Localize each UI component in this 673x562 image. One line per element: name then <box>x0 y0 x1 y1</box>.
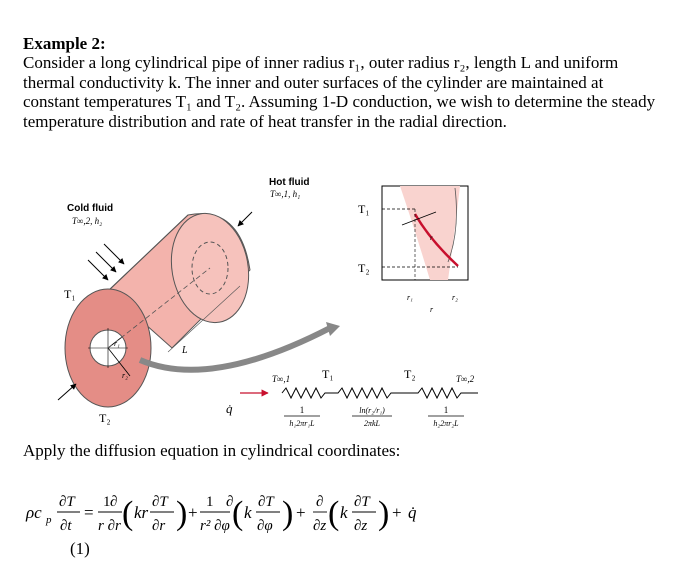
t1-label-left: T₁ <box>64 287 76 301</box>
svg-text:∂: ∂ <box>226 494 234 510</box>
svg-text:∂: ∂ <box>110 494 118 510</box>
circuit-tinf2: T∞,2 <box>456 374 475 384</box>
t2-label-left: T₂ <box>99 411 111 425</box>
r2-mark: r₂ <box>122 371 128 380</box>
svg-text:1: 1 <box>299 405 305 415</box>
svg-text:): ) <box>378 495 390 532</box>
svg-text:2πkL: 2πkL <box>363 419 381 428</box>
graph-t2-label: T₂ <box>358 261 370 275</box>
svg-text:+: + <box>188 503 198 522</box>
svg-text:+: + <box>296 503 306 522</box>
svg-text:1: 1 <box>103 494 111 510</box>
hot-fluid-arrow <box>238 212 252 226</box>
svg-text:k: k <box>244 503 252 522</box>
resistance-conduction <box>352 406 392 428</box>
thermal-circuit <box>282 388 478 398</box>
resistance-outer-conv <box>428 405 464 428</box>
svg-text:∂z: ∂z <box>354 518 368 534</box>
graph-r2-label: r₂ <box>452 293 458 302</box>
svg-text:∂r: ∂r <box>152 518 166 534</box>
hot-fluid-label: Hot fluid <box>269 177 310 188</box>
apply-instruction: Apply the diffusion equation in cylindrical coordinates: <box>23 441 401 460</box>
svg-text:∂φ: ∂φ <box>257 518 273 534</box>
svg-text:1: 1 <box>206 494 214 510</box>
graph-r-inner: r <box>430 234 433 242</box>
diffusion-equation <box>25 494 417 534</box>
hot-fluid-vars: T∞,1, h₁ <box>270 189 301 199</box>
svg-text:∂t: ∂t <box>60 518 72 534</box>
svg-text:): ) <box>282 495 294 532</box>
graph-r-label: r <box>430 305 434 314</box>
svg-text:1: 1 <box>443 405 449 415</box>
svg-text:(: ( <box>122 495 134 532</box>
svg-text:q̇: q̇ <box>408 503 417 522</box>
svg-text:∂T: ∂T <box>354 494 370 510</box>
svg-text:h₂2πr₂L: h₂2πr₂L <box>433 419 459 428</box>
svg-text:p: p <box>46 514 52 526</box>
temperature-profile-graph <box>382 186 468 280</box>
circuit-tinf1: T∞,1 <box>272 374 291 384</box>
svg-text:∂T: ∂T <box>59 494 75 510</box>
svg-text:ln(r₂/r₁): ln(r₂/r₁) <box>359 406 385 415</box>
svg-text:+: + <box>392 503 402 522</box>
svg-text:): ) <box>176 495 188 532</box>
svg-text:∂z: ∂z <box>313 518 327 534</box>
svg-text:∂: ∂ <box>316 494 324 510</box>
circuit-t2: T₂ <box>404 367 416 381</box>
svg-text:∂T: ∂T <box>152 494 168 510</box>
svg-text:r ∂r: r ∂r <box>98 518 121 534</box>
example-heading: Example 2: <box>23 34 106 53</box>
svg-text:h₁2πr₁L: h₁2πr₁L <box>289 419 315 428</box>
equation-number: (1) <box>70 539 90 558</box>
cold-fluid-vars: T∞,2, h₂ <box>72 216 103 226</box>
svg-text:kr: kr <box>134 503 149 522</box>
graph-r1-label: r₁ <box>407 293 413 302</box>
circuit-t1: T₁ <box>322 367 334 381</box>
svg-text:ρc: ρc <box>26 503 42 522</box>
svg-text:k: k <box>340 503 348 522</box>
resistance-inner-conv <box>284 405 320 428</box>
r1-mark: r₁ <box>114 339 120 348</box>
svg-text:=: = <box>84 503 94 522</box>
svg-text:r² ∂φ: r² ∂φ <box>200 518 230 534</box>
graph-t1-label: T₁ <box>358 202 370 216</box>
svg-text:(: ( <box>232 495 244 532</box>
L-mark: L <box>182 345 188 356</box>
cylinder-body <box>65 207 340 407</box>
cold-fluid-label: Cold fluid <box>67 203 114 214</box>
svg-text:∂T: ∂T <box>258 494 274 510</box>
qdot-mark: q̇ <box>226 401 233 416</box>
svg-text:(: ( <box>328 495 340 532</box>
problem-statement: Consider a long cylindrical pipe of inner radius r₁, outer radius r₂, length L and uniform thermal conductivity k. The inner and outer surfaces of the cylinder are maintained at constant temperatures T₁ and T₂. Assuming 1-D conduction, we wish to determine the steady temperature distribution and rate of heat transfer in the radial direction. <box>23 53 656 131</box>
